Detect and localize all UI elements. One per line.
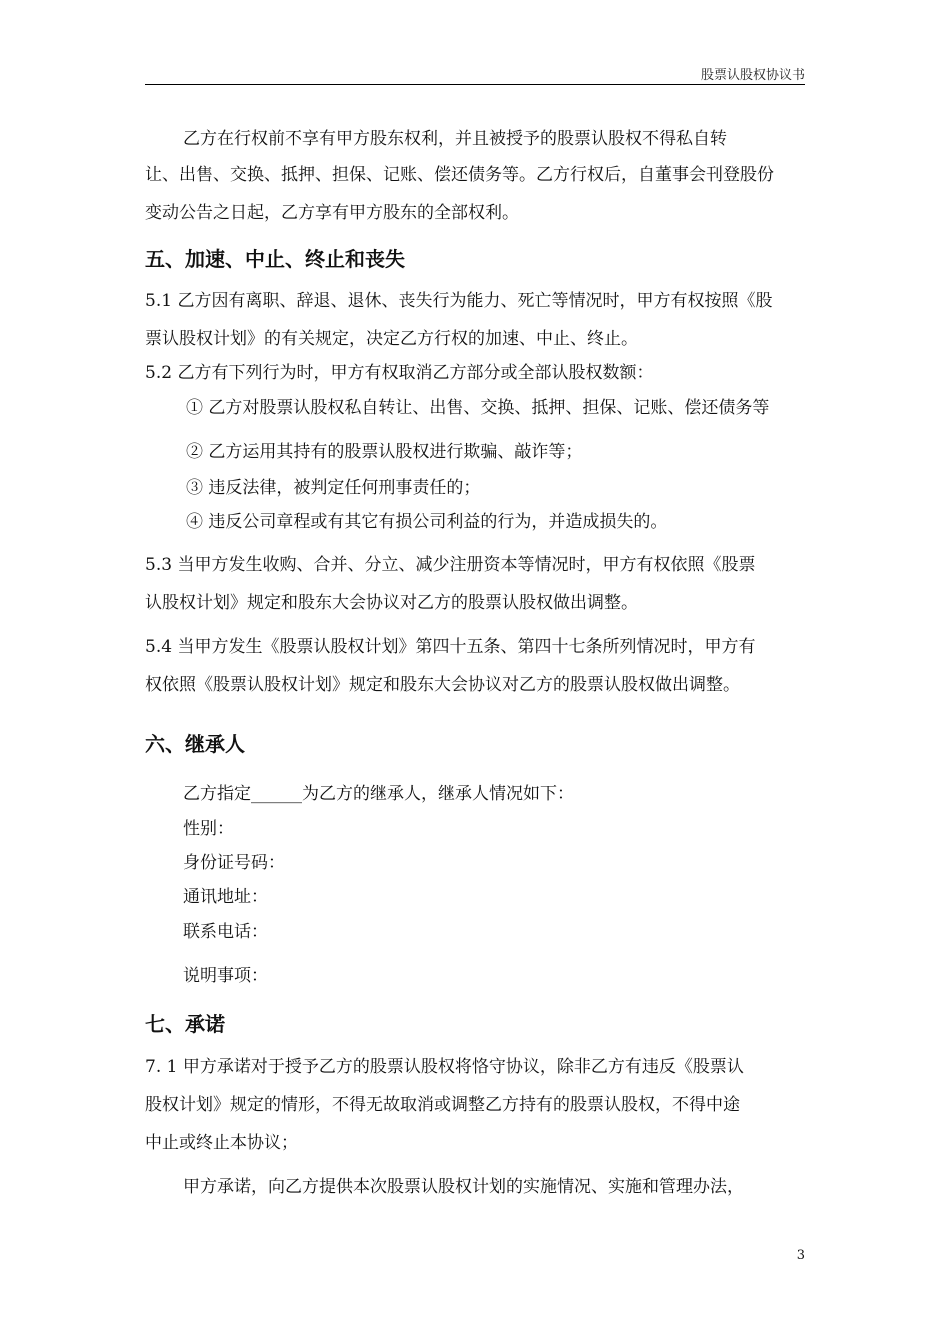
paragraph-line: 乙方在行权前不享有甲方股东权利，并且被授予的股票认股权不得私自转 bbox=[183, 129, 727, 149]
list-item: ④ 违反公司章程或有其它有损公司利益的行为，并造成损失的。 bbox=[186, 512, 668, 532]
running-header: 股票认股权协议书 bbox=[700, 68, 805, 83]
list-item: ② 乙方运用其持有的股票认股权进行欺骗、敲诈等； bbox=[186, 442, 583, 462]
list-item: ① 乙方对股票认股权私自转让、出售、交换、抵押、担保、记账、偿还债务等 bbox=[186, 398, 770, 418]
paragraph-line: 7. 1 甲方承诺对于授予乙方的股票认股权将恪守协议，除非乙方有违反《股票认 bbox=[145, 1057, 744, 1077]
paragraph-line: 认股权计划》规定和股东大会协议对乙方的股票认股权做出调整。 bbox=[145, 593, 638, 613]
paragraph-line: 5.2 乙方有下列行为时，甲方有权取消乙方部分或全部认股权数额： bbox=[145, 363, 654, 383]
paragraph-line: 让、出售、交换、抵押、担保、记账、偿还债务等。乙方行权后，自董事会刊登股份 bbox=[145, 165, 774, 185]
paragraph-line: 股权计划》规定的情形，不得无故取消或调整乙方持有的股票认股权，不得中途 bbox=[145, 1095, 740, 1115]
paragraph-line: 5.1 乙方因有离职、辞退、退休、丧失行为能力、死亡等情况时，甲方有权按照《股 bbox=[145, 291, 773, 311]
page-number: 3 bbox=[796, 1248, 805, 1263]
heir-intro: 乙方指定______为乙方的继承人，继承人情况如下： bbox=[183, 784, 574, 804]
paragraph-line: 5.4 当甲方发生《股票认股权计划》第四十五条、第四十七条所列情况时，甲方有 bbox=[145, 637, 756, 657]
paragraph-line: 甲方承诺，向乙方提供本次股票认股权计划的实施情况、实施和管理办法， bbox=[183, 1177, 744, 1197]
list-item: ③ 违反法律，被判定任何刑事责任的； bbox=[186, 478, 481, 498]
heir-field-notes: 说明事项： bbox=[183, 966, 268, 986]
section-heading: 七、承诺 bbox=[145, 1012, 225, 1036]
paragraph-line: 权依照《股票认股权计划》规定和股东大会协议对乙方的股票认股权做出调整。 bbox=[145, 675, 740, 695]
paragraph-line: 中止或终止本协议； bbox=[145, 1133, 298, 1153]
section-heading: 六、继承人 bbox=[145, 732, 245, 756]
heir-field-gender: 性别： bbox=[183, 819, 234, 839]
paragraph-line: 5.3 当甲方发生收购、合并、分立、减少注册资本等情况时，甲方有权依照《股票 bbox=[145, 555, 756, 575]
paragraph-line: 票认股权计划》的有关规定，决定乙方行权的加速、中止、终止。 bbox=[145, 329, 638, 349]
heir-field-address: 通讯地址： bbox=[183, 887, 268, 907]
section-heading: 五、加速、中止、终止和丧失 bbox=[145, 247, 405, 271]
heir-field-id-number: 身份证号码： bbox=[183, 853, 285, 873]
paragraph-line: 变动公告之日起，乙方享有甲方股东的全部权利。 bbox=[145, 203, 519, 223]
heir-field-phone: 联系电话： bbox=[183, 922, 268, 942]
header-rule bbox=[145, 84, 805, 85]
